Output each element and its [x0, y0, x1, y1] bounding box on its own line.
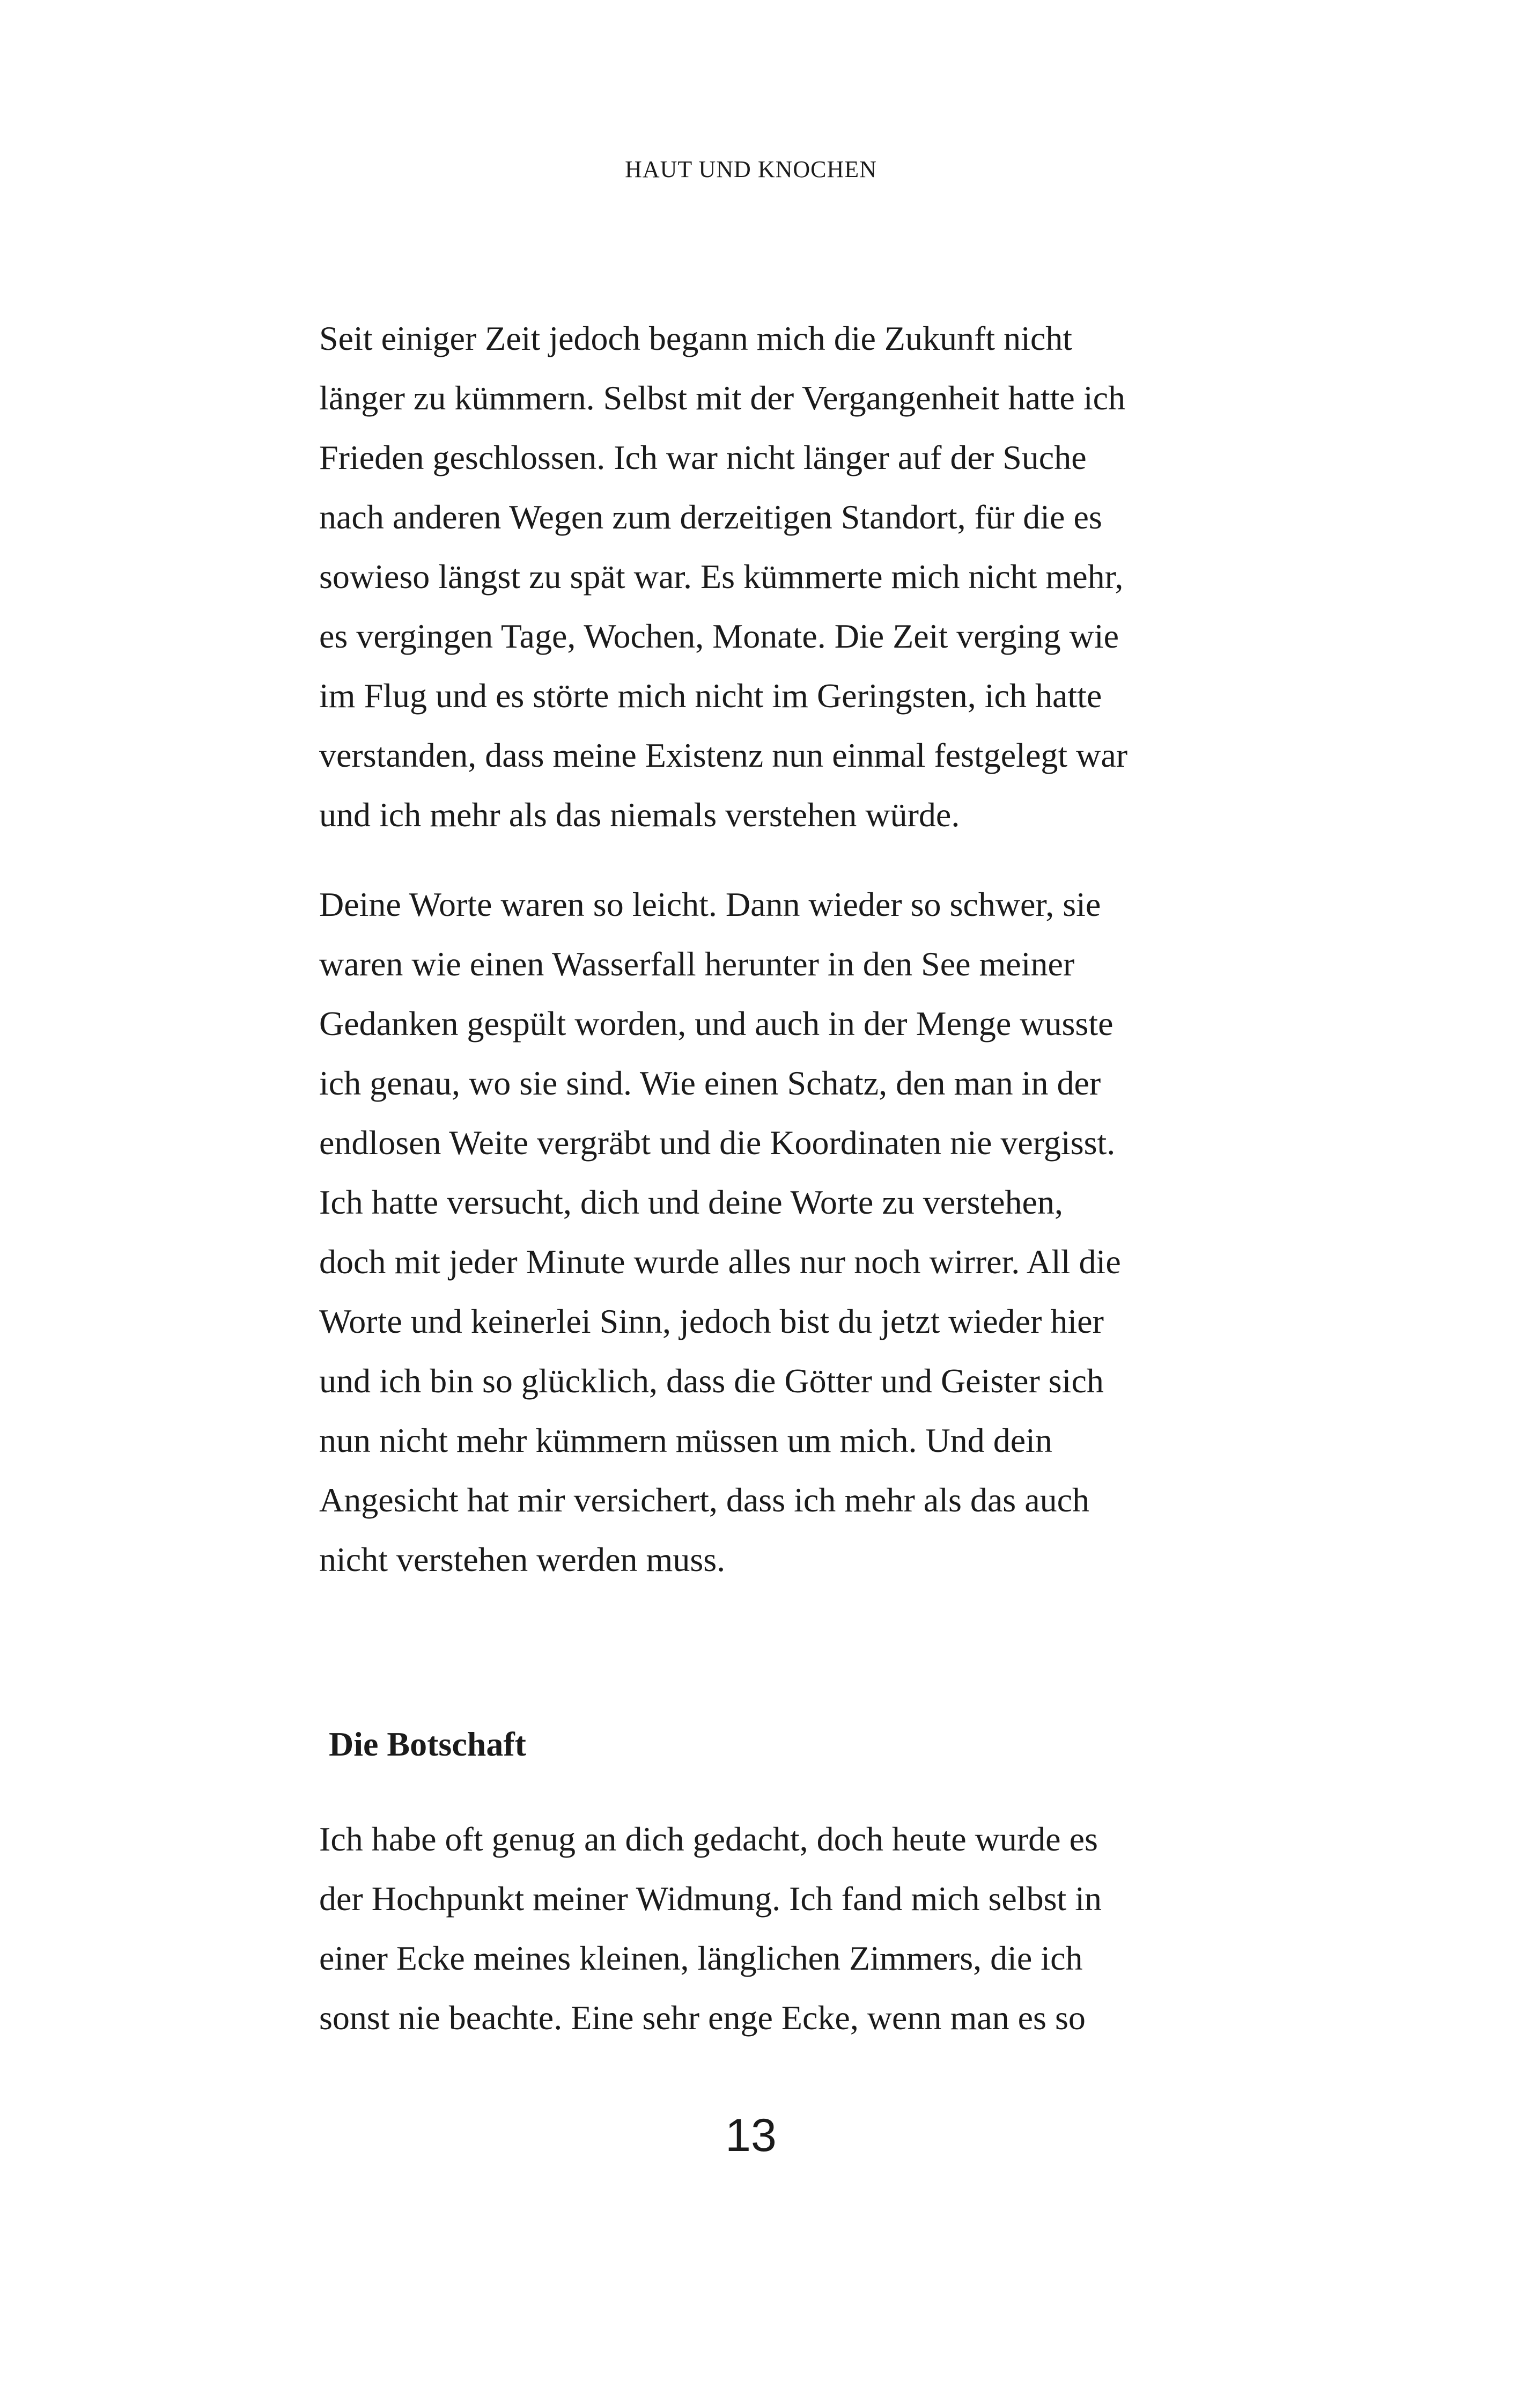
text-line: ich genau, wo sie sind. Wie einen Schatz, den man in der: [319, 1064, 1101, 1102]
text-line: nicht verstehen werden muss.: [319, 1540, 726, 1579]
text-line: im Flug und es störte mich nicht im Geringsten, ich hatte: [319, 677, 1102, 715]
running-header: HAUT UND KNOCHEN: [625, 156, 877, 182]
paragraph-3: [319, 1809, 1231, 2047]
text-line: Ich hatte versucht, dich und deine Worte zu verstehen,: [319, 1183, 1063, 1221]
text-line: endlosen Weite vergräbt und die Koordinaten nie vergisst.: [319, 1124, 1116, 1162]
text-line: verstanden, dass meine Existenz nun einmal festgelegt war: [319, 736, 1128, 774]
text-line: Ich habe oft genug an dich gedacht, doch heute wurde es: [319, 1820, 1098, 1858]
page-number: 13: [725, 2110, 777, 2161]
paragraph-1: [319, 309, 1231, 845]
text-line: doch mit jeder Minute wurde alles nur noch wirrer. All die: [319, 1243, 1121, 1281]
text-line: Gedanken gespült worden, und auch in der Menge wusste: [319, 1004, 1114, 1043]
text-line: Worte und keinerlei Sinn, jedoch bist du jetzt wieder hier: [319, 1302, 1104, 1340]
text-line: Frieden geschlossen. Ich war nicht länger auf der Suche: [319, 438, 1087, 476]
text-line: sowieso längst zu spät war. Es kümmerte mich nicht mehr,: [319, 557, 1124, 596]
text-line: Angesicht hat mir versichert, dass ich mehr als das auch: [319, 1481, 1089, 1519]
text-line: und ich mehr als das niemals verstehen würde.: [319, 796, 960, 834]
text-line: waren wie einen Wasserfall herunter in den See meiner: [319, 945, 1075, 983]
text-line: der Hochpunkt meiner Widmung. Ich fand mich selbst in: [319, 1880, 1102, 1918]
text-line: es vergingen Tage, Wochen, Monate. Die Zeit verging wie: [319, 617, 1119, 655]
text-line: und ich bin so glücklich, dass die Götter und Geister sich: [319, 1362, 1104, 1400]
text-line: Deine Worte waren so leicht. Dann wieder so schwer, sie: [319, 885, 1101, 923]
paragraph-2: [319, 875, 1231, 1589]
text-line: länger zu kümmern. Selbst mit der Vergangenheit hatte ich: [319, 379, 1125, 417]
text-line: sonst nie beachte. Eine sehr enge Ecke, wenn man es so: [319, 1999, 1086, 2037]
section-heading: Die Botschaft: [329, 1725, 526, 1763]
text-line: nach anderen Wegen zum derzeitigen Standort, für die es: [319, 498, 1102, 536]
text-line: einer Ecke meines kleinen, länglichen Zimmers, die ich: [319, 1939, 1083, 1977]
text-line: Seit einiger Zeit jedoch begann mich die Zukunft nicht: [319, 319, 1073, 357]
text-line: nun nicht mehr kümmern müssen um mich. Und dein: [319, 1421, 1052, 1459]
